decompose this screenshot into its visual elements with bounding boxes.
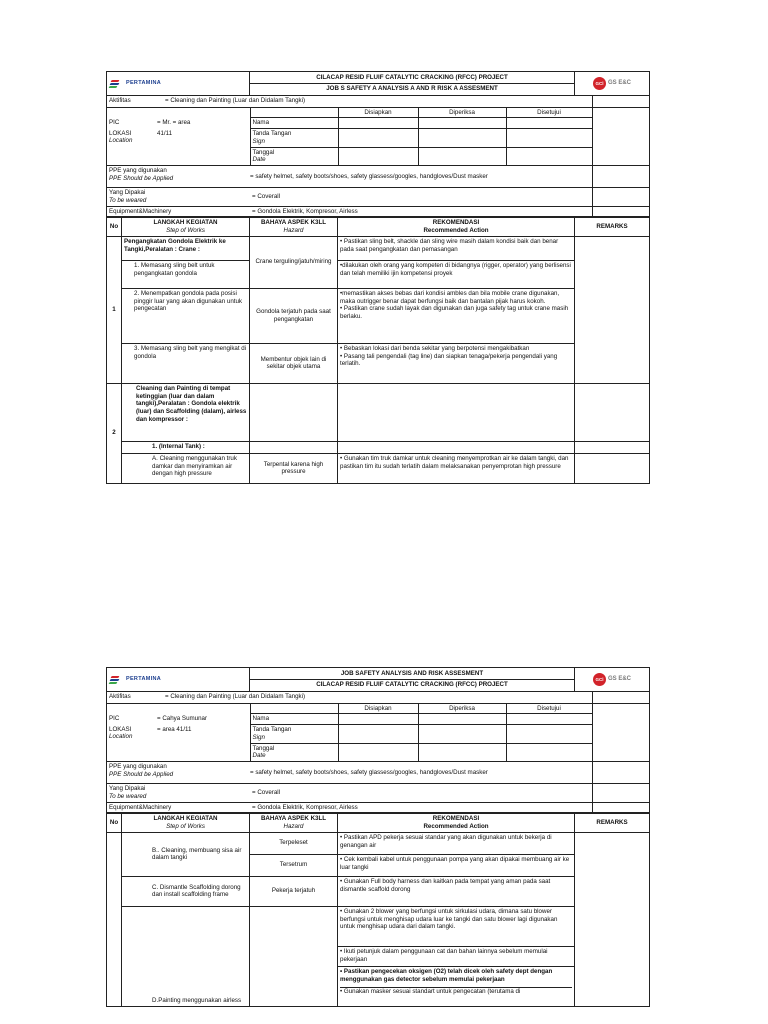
rec-d-4: • Gunakan masker sesuai standart untuk pengecatan (terutama di <box>340 987 572 996</box>
pic-value: = Cahya Sumunar <box>157 714 208 722</box>
rec-b-2: • Cek kembali kabel untuk penggunaan pompa yang akan dipakai membuang air ke luar tangki <box>338 854 575 876</box>
lokasi-value: 41/11 <box>157 129 173 137</box>
sign-label: Sign <box>252 733 265 741</box>
pic-value: = Mr. = area <box>157 118 191 126</box>
lokasi-value: = area 41/11 <box>157 725 192 733</box>
col-diperiksa: Diperiksa <box>418 703 506 714</box>
table-row <box>107 876 650 906</box>
equipment-label: Equipment&Machinery <box>107 206 250 217</box>
table-row <box>107 906 650 946</box>
s1-hazard-3: Membentur objek lain di sekitar objek utama <box>250 343 338 383</box>
tanda-tangan-label: Tanda Tangan <box>252 726 292 733</box>
header-bahaya: BAHAYA ASPEK K3LL <box>260 815 327 823</box>
table-row <box>107 236 650 260</box>
yang-dipakai-value: = Coverall <box>250 188 592 207</box>
to-be-weared-label: To be weared <box>109 792 147 800</box>
s1-rec-1a: • Pastikan sling belt, shackle dan sling wire masih dalam kondisi baik dan benar pada saat pengangkatan dan pemasangan <box>338 236 575 260</box>
ppe-label: PPE yang digunakan <box>109 167 167 174</box>
s2-title: Cleaning dan Painting di tempat ketinggian (luar dan dalam tangki),Peralatan : Gondola elektrik (luar) dan Scaffolding (dalam), airless dan kompressor : <box>122 383 250 441</box>
date-label: Date <box>252 752 266 760</box>
equipment-value: = Gondola Elektrik, Kompresor, Airless <box>250 206 592 217</box>
ppe-label-en: PPE Should be Applied <box>109 770 174 778</box>
s2-subsection: 1. (Internal Tank) : <box>122 441 250 453</box>
table-row <box>107 260 650 288</box>
ppe-value: = safety helmet, safety boots/shoes, safety glassess/googles, handgloves/Dust masker <box>250 166 592 188</box>
col-diperiksa: Diperiksa <box>418 107 506 118</box>
table-row <box>107 383 650 441</box>
header-rekomendasi: REKOMENDASI <box>432 815 480 823</box>
ppe-label-en: PPE Should be Applied <box>109 174 174 182</box>
table-row <box>107 832 650 854</box>
hazard-c: Pekerja terjatuh <box>250 876 338 906</box>
s1-hazard-2: Gondola terjatuh pada saat pengangkatan <box>250 288 338 343</box>
header-bahaya: BAHAYA ASPEK K3LL <box>260 219 327 227</box>
date-label: Date <box>252 156 266 164</box>
s2-step-a: A. Cleaning menggunakan truk damkar dan menyiramkan air dengan high pressure <box>122 453 250 483</box>
header-bahaya-en: Hazard <box>283 227 304 234</box>
header-no: No <box>107 814 122 833</box>
pertamina-logo-icon <box>109 675 123 685</box>
tanda-tangan-label: Tanda Tangan <box>252 130 292 137</box>
partner-logo <box>575 668 650 692</box>
rec-c: • Gunakan Full body harness dan kaitkan pada tempat yang aman pada saat dismantle scaffold dorong <box>338 876 575 906</box>
jsa-form-page-2 <box>106 667 649 1007</box>
header-langkah: LANGKAH KEGIATAN <box>153 815 218 823</box>
lokasi-label: LOKASI <box>109 129 132 137</box>
s1-step-3: 3. Memasang sling belt yang mengikat di gondola <box>122 343 250 383</box>
table-row <box>107 343 650 383</box>
s2-hazard-a: Terpental karena high pressure <box>250 453 338 483</box>
logo-text: PERTAMINA <box>126 80 161 87</box>
company-logo <box>107 72 250 96</box>
gs-ec-logo: GS E&C <box>608 79 632 86</box>
col-disiapkan: Disiapkan <box>338 703 418 714</box>
s1-title: Pengangkatan Gondola Elektrik ke Tangki,Peralatan : Crane : <box>122 236 250 260</box>
aktifitas-value: = Cleaning dan Painting (Luar dan Didalam Tangki) <box>165 97 306 104</box>
s1-step-1: 1. Memasang sling belt untuk pengangkatan gondola <box>122 260 250 288</box>
company-logo <box>107 668 250 692</box>
form-title-2: CILACAP RESID FLUIF CATALYTIC CRACKING (RFCC) PROJECT <box>316 681 508 688</box>
yang-dipakai-label: Yang Dipakai <box>109 189 146 196</box>
s1-rec-2a: •memastikan akses bebas dari kondisi ambles dan bila mobile crane digunakan, maka outrigger benar dapat berfungsi baik dan bantalan pijak harus kokoh. <box>340 289 560 305</box>
s2-rec-a: • Gunakan tim truk damkar untuk cleaning menyemprotkan air ke dalam tangki, dan pastikan tim itu sudah terlatih dalam melaksanakan penyemprotan high pressure <box>338 453 575 483</box>
jsa-form-page-1 <box>106 71 649 484</box>
s1-rec-2b: • Pastikan crane sudah layak dan digunakan dan juga safety tag untuk crane masih berlaku. <box>340 305 569 320</box>
hazard-b-1: Terpeleset <box>250 832 338 854</box>
form-title-1: CILACAP RESID FLUIF CATALYTIC CRACKING (RFCC) PROJECT <box>250 73 574 84</box>
rec-d-1: • Gunakan 2 blower yang berfungsi untuk sirkulasi udara, dimana satu blower berfungsi untuk menghisap udara luar ke tangki dan satu blower lagi digunakan untuk menghisap udara dari dalam tangki. <box>338 906 575 946</box>
aktifitas-label: Aktifitas <box>109 97 131 104</box>
header-langkah-en: Step of Works <box>166 227 205 234</box>
yang-dipakai-value: = Coverall <box>250 784 592 803</box>
step-c: C. Dismantle Scaffolding dorong dan install scaffolding frame <box>122 876 250 906</box>
s1-rec-1b: •dilakukan oleh orang yang kompeten di bidangnya (rigger, operator) yang berlisensi dan telah memiliki ijin kompetensi proyek <box>338 260 575 288</box>
table-row <box>107 288 650 343</box>
rec-b-1: • Pastikan APD pekerja sesuai standar yang akan digunakan untuk bekerja di genangan air <box>338 832 575 854</box>
form-title-2: JOB S SAFETY A ANALYSIS A AND R RISK A ASSESMENT <box>326 85 498 92</box>
header-langkah: LANGKAH KEGIATAN <box>153 219 218 227</box>
yang-dipakai-label: Yang Dipakai <box>109 785 146 792</box>
lokasi-label: LOKASI <box>109 725 132 733</box>
header-langkah-en: Step of Works <box>166 823 205 830</box>
header-rekomendasi-en: Recommended Action <box>423 227 489 234</box>
ppe-value: = safety helmet, safety boots/shoes, safety glassess/googles, handgloves/Dust masker <box>250 762 592 784</box>
pertamina-logo-icon <box>109 79 123 89</box>
step-d: D.Painting menggunakan airless <box>122 906 250 1006</box>
rec-d-2: • Ikuti petunjuk dalam penggunaan cat dan bahan lainnya sebelum memulai pekerjaan <box>338 946 575 966</box>
aktifitas-value: = Cleaning dan Painting (Luar dan Didalam Tangki) <box>165 693 306 700</box>
gs-ec-logo: GS E&C <box>608 675 632 682</box>
ppe-label: PPE yang digunakan <box>109 763 167 770</box>
tanggal-label: Tanggal <box>252 148 275 156</box>
aktifitas-label: Aktifitas <box>109 693 131 700</box>
s1-rec-3b: • Pasang tali pengendali (tag line) dan siapkan tenaga/pekerja pengendali yang terlatih. <box>340 352 558 368</box>
pic-label: PIC <box>109 118 120 126</box>
rec-d-3: • Pastikan pengecekan oksigen (O2) telah dicek oleh safety dept dengan menggunakan gas detector sebelum memulai pekerjaan <box>340 967 553 983</box>
location-label: Location <box>109 733 133 741</box>
s1-step-2: 2. Menempatkan gondola pada posisi pinggir luar yang akan digunakan untuk pengecatan <box>122 288 250 343</box>
col-disiapkan: Disiapkan <box>338 107 418 118</box>
header-no: No <box>107 218 122 237</box>
header-remarks: REMARKS <box>575 814 650 833</box>
gci-badge-icon: GCl <box>593 77 606 90</box>
equipment-label: Equipment&Machinery <box>107 802 250 813</box>
pic-label: PIC <box>109 714 120 722</box>
s1-hazard-1: Crane terguling/jatuh/miring <box>250 236 338 288</box>
table-row <box>107 453 650 483</box>
step-b: B.. Cleaning, membuang sisa air dalam tangki <box>122 832 250 876</box>
header-rekomendasi-en: Recommended Action <box>423 823 489 830</box>
equipment-value: = Gondola Elektrik, Kompresor, Airless <box>250 802 592 813</box>
col-disetujui: Disetujui <box>506 703 592 714</box>
header-rekomendasi: REKOMENDASI <box>432 219 480 227</box>
sign-label: Sign <box>252 137 265 145</box>
hazard-b-2: Tersetrum <box>250 854 338 876</box>
s1-rec-3a: • Bebaskan lokasi dari benda sekitar yang berpotensi mengakibatkan <box>340 344 530 352</box>
logo-text: PERTAMINA <box>126 676 161 683</box>
tanggal-label: Tanggal <box>252 744 275 752</box>
header-remarks: REMARKS <box>575 218 650 237</box>
row-no-1: 1 <box>107 236 122 383</box>
header-bahaya-en: Hazard <box>283 823 304 830</box>
partner-logo <box>575 72 650 96</box>
location-label: Location <box>109 137 133 145</box>
nama-label: Nama <box>250 118 338 129</box>
form-title-1: JOB SAFETY ANALYSIS AND RISK ASSESMENT <box>250 669 574 680</box>
row-no-2: 2 <box>107 383 122 483</box>
col-disetujui: Disetujui <box>506 107 592 118</box>
to-be-weared-label: To be weared <box>109 196 147 204</box>
gci-badge-icon: GCl <box>593 673 606 686</box>
nama-label: Nama <box>250 714 338 725</box>
table-row <box>107 441 650 453</box>
